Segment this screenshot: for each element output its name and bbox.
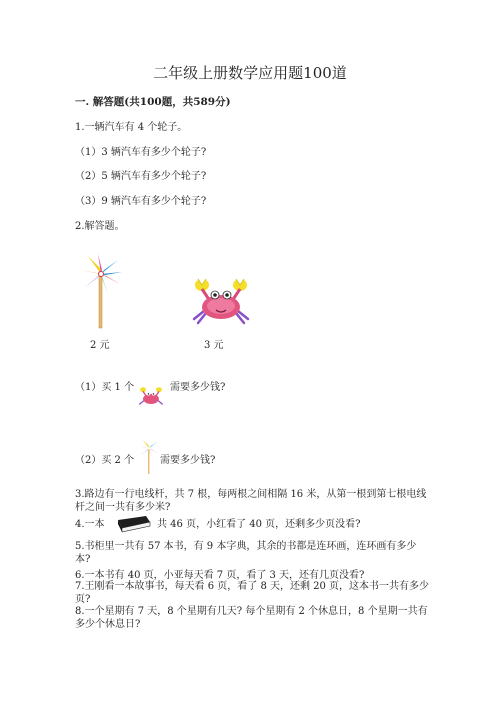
question-2-stem: 2.解答题。 <box>75 221 125 232</box>
crab-icon <box>190 275 252 325</box>
question-2-sub-2-prefix: （2）买 2 个 <box>75 455 135 466</box>
question-1-stem: 1.一辆汽车有 4 个轮子。 <box>75 122 188 133</box>
question-4-prefix: 4.一本 <box>75 519 105 530</box>
question-2-sub-1-prefix: （1）买 1 个 <box>75 382 135 393</box>
pinwheel-icon <box>78 250 124 330</box>
page-title: 二年级上册数学应用题100道 <box>153 64 347 82</box>
section-header: 一. 解答题(共100题，共589分) <box>75 96 231 108</box>
question-1-part-2: （2）5 辆汽车有多少个轮子? <box>75 171 207 182</box>
book-icon <box>116 514 152 536</box>
question-5: 5.书柜里一共有 57 本书，有 9 本字典，其余的书都是连环画，连环画有多少本? <box>75 541 417 565</box>
question-8: 8.一个星期有 7 天，8 个星期有几天? 每个星期有 2 个休息日，8 个星期一共有多少个休息日? <box>75 606 428 630</box>
pinwheel-price: 2 元 <box>90 340 110 351</box>
question-2-sub-2-suffix: 需要多少钱? <box>160 455 216 466</box>
question-2-sub-1-suffix: 需要多少钱? <box>170 382 226 393</box>
crab-small-icon <box>138 385 164 407</box>
question-1-part-1: （1）3 辆汽车有多少个轮子? <box>75 147 207 158</box>
question-4-suffix: 共 46 页，小红看了 40 页，还剩多少页没看? <box>157 519 361 530</box>
question-6: 6.一本书有 40 页，小亚每天看 7 页，看了 3 天，还有几页没看? <box>75 570 365 581</box>
pinwheel-small-icon <box>138 437 160 475</box>
question-7: 7.王刚看一本故事书，每天看 6 页，看了 8 天，还剩 20 页，这本书一共有多少页? <box>75 581 430 605</box>
question-3: 3.路边有一行电线杆，共 7 根，每两根之间相隔 16 米，从第一根到第七根电线杆之间一共有多少米? <box>75 489 427 513</box>
crab-price: 3 元 <box>204 340 224 351</box>
question-1-part-3: （3）9 辆汽车有多少个轮子? <box>75 196 207 207</box>
